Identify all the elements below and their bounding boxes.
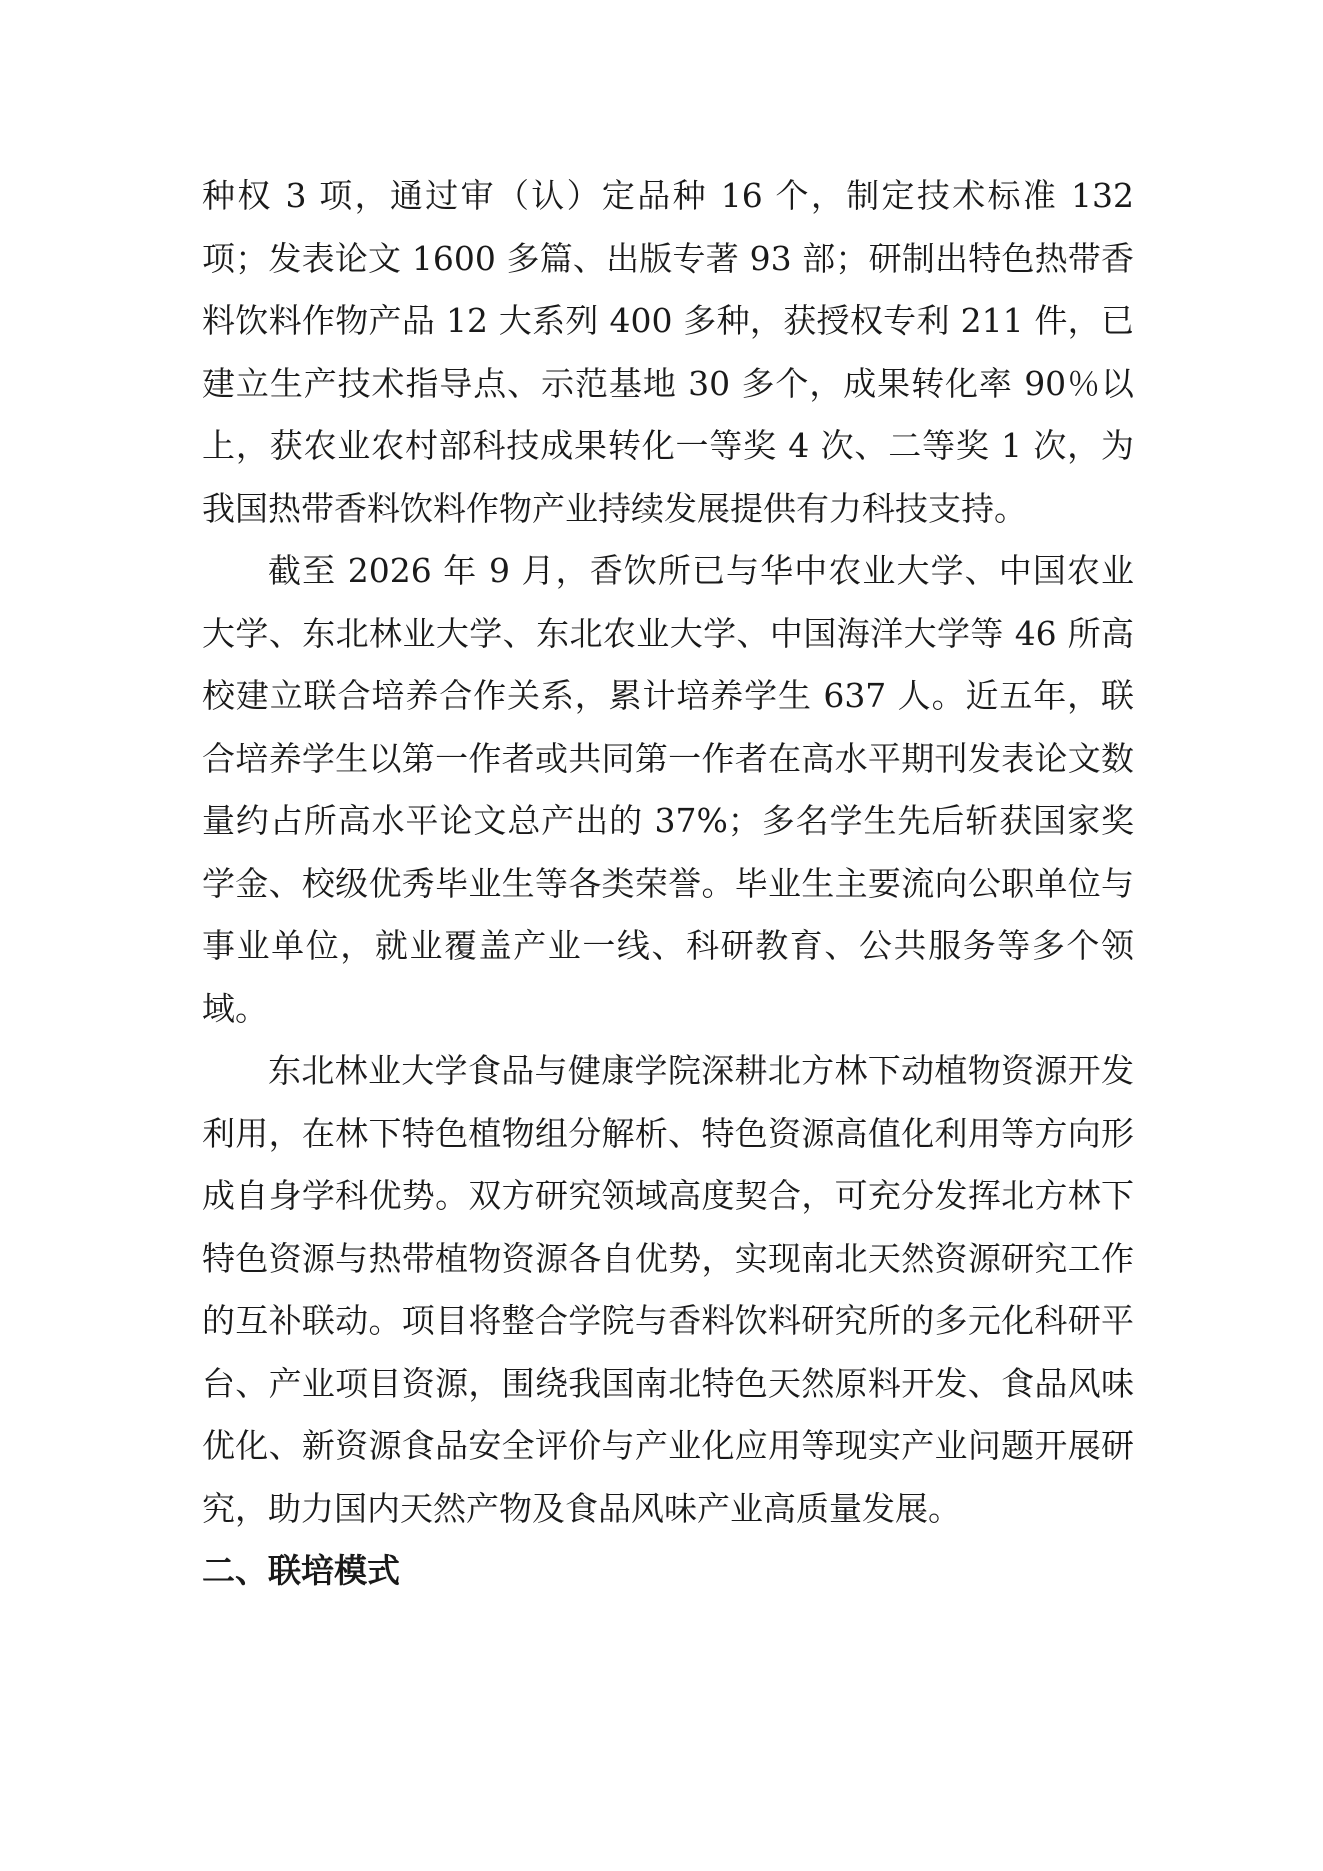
paragraph-achievements: 种权 3 项，通过审（认）定品种 16 个，制定技术标准 132 项；发表论文 1600 多篇、出版专著 93 部；研制出特色热带香料饮料作物产品 12 大系列 400 多种，获授权专利 211 件，已建立生产技术指导点、示范基地 30 多个，成果转化率 90％以上，获农业农村部科技成果转化一等奖 4 次、二等奖 1 次，为我国热带香料饮料作物产业持续发展提供有力科技支持。	[202, 176, 1134, 528]
paragraph-partner-college: 东北林业大学食品与健康学院深耕北方林下动植物资源开发利用，在林下特色植物组分解析、特色资源高值化利用等方向形成自身学科优势。双方研究领域高度契合，可充分发挥北方林下特色资源与热带植物资源各自优势，实现南北天然资源研究工作的互补联动。项目将整合学院与香料饮料研究所的多元化科研平台、产业项目资源，围绕我国南北特色天然原料开发、食品风味优化、新资源食品安全评价与产业化应用等现实产业问题开展研究，助力国内天然产物及食品风味产业高质量发展。	[202, 1051, 1134, 1528]
document-body	[202, 165, 1134, 1603]
paragraph-joint-training: 截至 2026 年 9 月，香饮所已与华中农业大学、中国农业大学、东北林业大学、东北农业大学、中国海洋大学等 46 所高校建立联合培养合作关系，累计培养学生 637 人。近五年，联合培养学生以第一作者或共同第一作者在高水平期刊发表论文数量约占所高水平论文总产出的 37%；多名学生先后斩获国家奖学金、校级优秀毕业生等各类荣誉。毕业生主要流向公职单位与事业单位，就业覆盖产业一线、科研教育、公共服务等多个领域。	[202, 551, 1134, 1028]
section-heading: 二、联培模式	[202, 1551, 400, 1590]
